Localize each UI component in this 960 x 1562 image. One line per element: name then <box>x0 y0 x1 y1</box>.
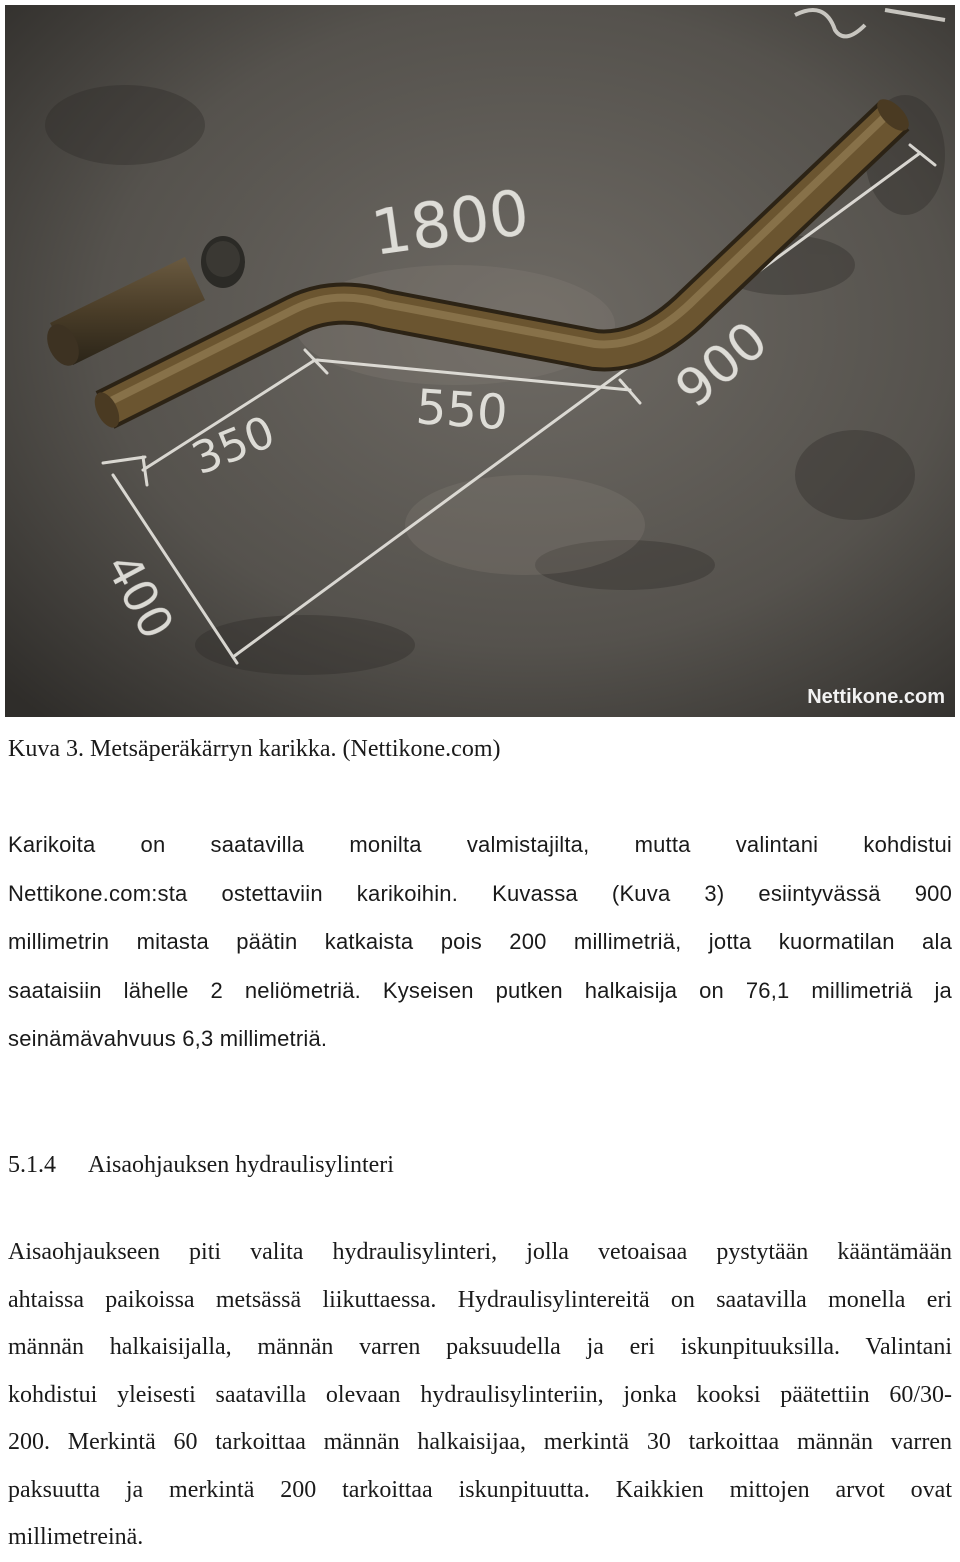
figure-caption: Kuva 3. Metsäperäkärryn karikka. (Nettikone.com) <box>8 736 501 762</box>
photo-illustration <box>5 5 955 717</box>
paragraph-line: Aisaohjaukseen piti valita hydraulisylinteri, jolla vetoaisaa pystytään kääntämään <box>8 1239 952 1265</box>
section-heading <box>8 1145 394 1185</box>
paragraph-line: ahtaissa paikoissa metsässä liikuttaessa. Hydraulisylintereitä on saatavilla monella eri <box>8 1286 952 1313</box>
paragraph-line: seinämävahvuus 6,3 millimetriä. <box>8 1026 328 1052</box>
chalk-label-550: 550 <box>414 379 510 442</box>
chalk-label-1800: 1800 <box>366 175 534 270</box>
watermark-text: Nettikone.com <box>807 686 945 708</box>
chalk-label-350: 350 <box>185 406 282 486</box>
section-number: 5.1.4 <box>8 1152 56 1178</box>
chalk-label-400: 400 <box>95 544 185 648</box>
paragraph-line: kohdistui yleisesti saatavilla olevaan hydraulisylinteriin, jonka kooksi päätettiin 60/30- <box>8 1381 952 1408</box>
paragraph-line: saataisiin lähelle 2 neliömetriä. Kyseisen putken halkaisija on 76,1 millimetriä ja <box>8 977 952 1003</box>
photo-pipe-on-floor <box>5 5 955 717</box>
paragraph-line: Karikoita on saatavilla monilta valmistajilta, mutta valintani kohdistui <box>8 832 952 857</box>
section-title: Aisaohjauksen hydraulisylinteri <box>88 1152 394 1178</box>
paragraph-line: paksuutta ja merkintä 200 tarkoittaa iskunpituutta. Kaikkien mittojen arvot ovat <box>8 1476 952 1503</box>
paragraph-line: Nettikone.com:sta ostettaviin karikoihin. Kuvassa (Kuva 3) esiintyvässä 900 <box>8 880 952 906</box>
paragraph-karikka <box>8 821 952 1064</box>
paragraph-line: millimetrin mitasta päätin katkaista pois 200 millimetriä, jotta kuormatilan ala <box>8 929 952 955</box>
paragraph-hydraulisylinteri <box>8 1229 952 1562</box>
paragraph-line: 200. Merkintä 60 tarkoittaa männän halkaisijaa, merkintä 30 tarkoittaa männän varren <box>8 1429 952 1455</box>
chalk-label-900: 900 <box>664 310 780 420</box>
paragraph-line: männän halkaisijalla, männän varren paksuudella ja eri iskunpituuksilla. Valintani <box>8 1334 952 1360</box>
paragraph-line: millimetreinä. <box>8 1524 144 1550</box>
